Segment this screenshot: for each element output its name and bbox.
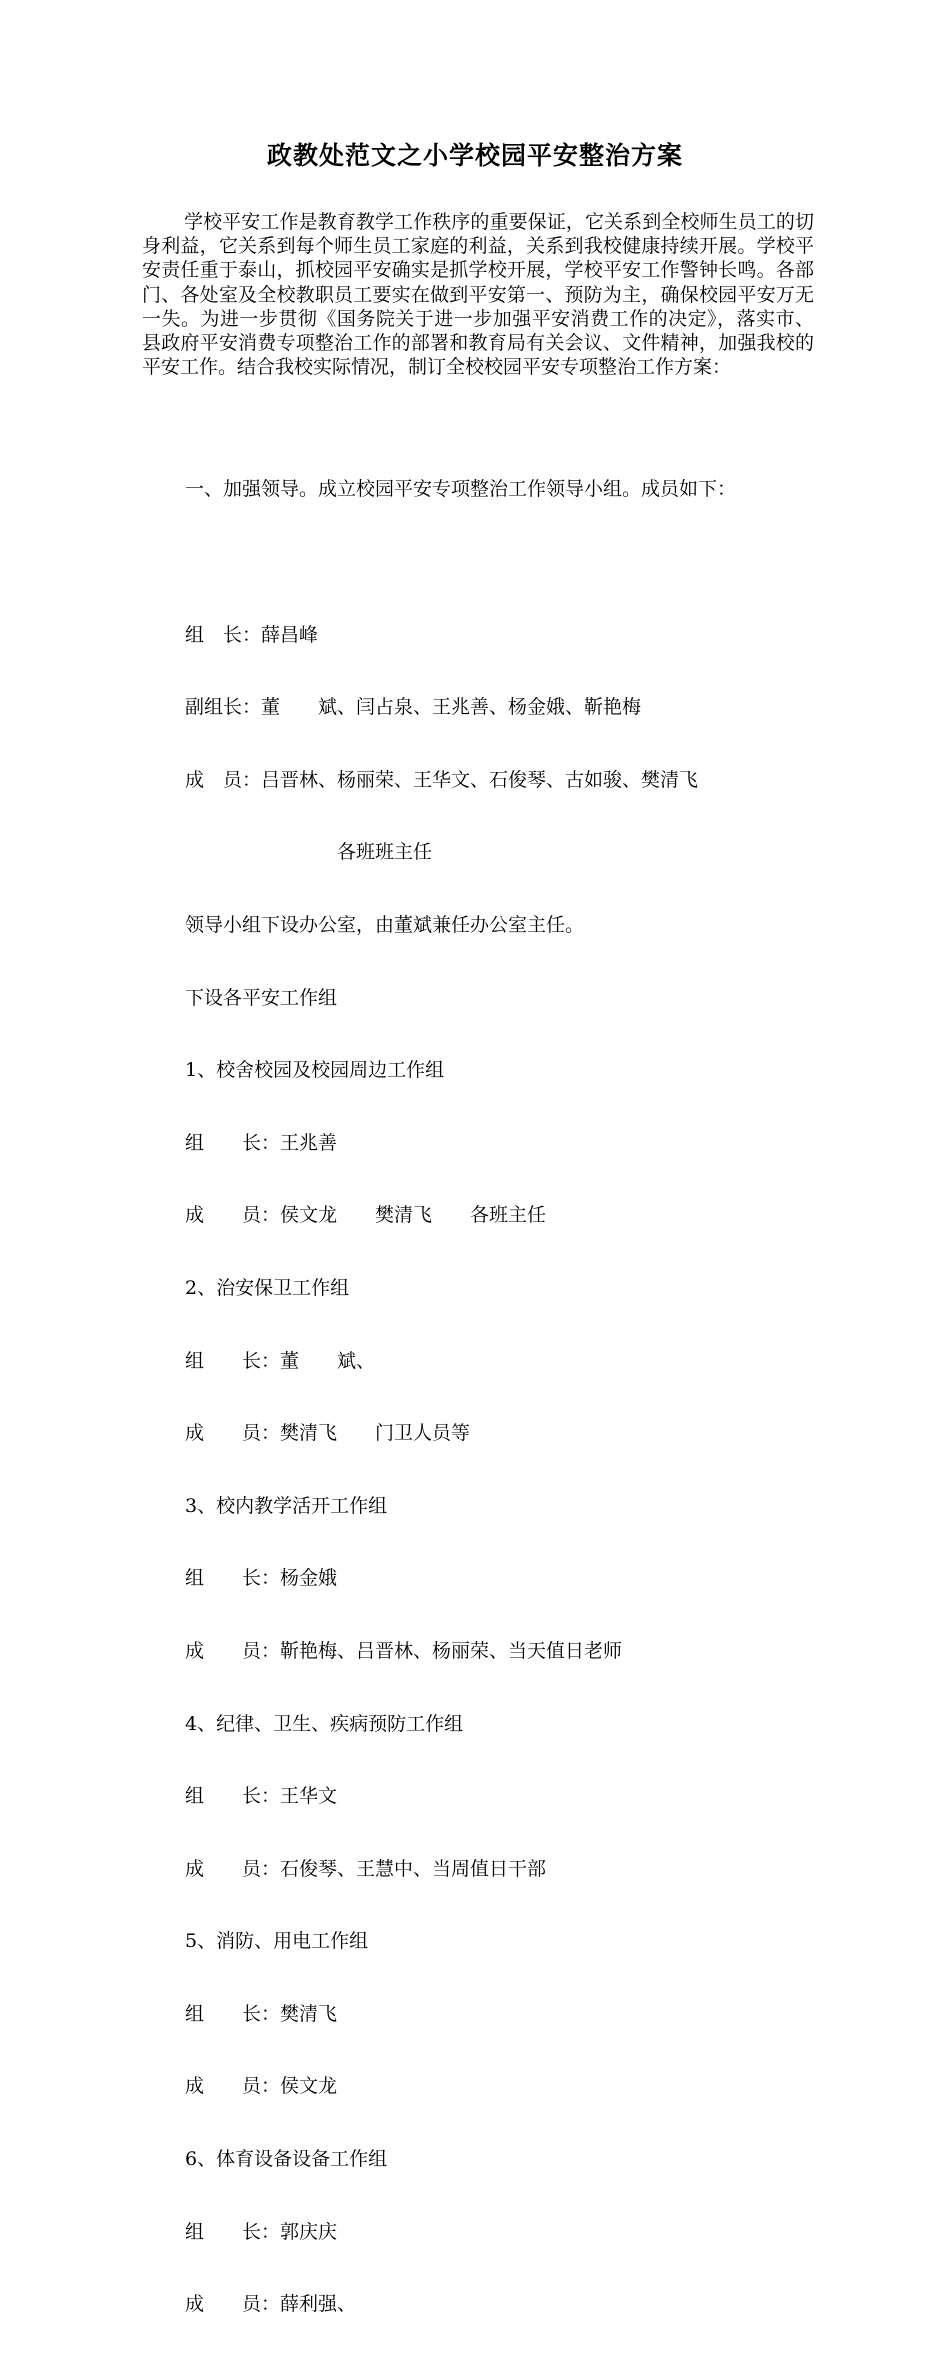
document-title: 政教处范文之小学校园平安整治方案 [266,141,683,170]
group-title: 4、纪律、卫生、疾病预防工作组 [185,1712,464,1735]
group-members-line: 成 员：石俊琴、王慧中、当周值日干部 [185,1857,547,1880]
group-leader-line: 组 长：王兆善 [185,1131,338,1154]
leader-line: 组 长：薛昌峰 [185,623,319,646]
intro-paragraph: 学校平安工作是教育教学工作秩序的重要保证，它关系到全校师生员工的切身利益，它关系到每个师生员工家庭的利益，关系到我校健康持续开展。学校平安责任重于泰山，抓校园平安确实是抓学校开展，学校平安工作警钟长鸣。各部门、各处室及全校教职员工要实在做到平安第一、预防为主，确保校园平安万无一失。为进一步贯彻《国务院关于进一步加强平安消费工作的决定》，落实市、县政府平安消费专项整治工作的部署和教育局有关会议、文件精神，加强我校的平安工作。结合我校实际情况，制订全校校园平安专项整治工作方案： [142,211,814,379]
group-members-line: 成 员：樊清飞 门卫人员等 [185,1422,471,1445]
intro-paragraph-block [142,210,814,379]
deputy-leader-line: 副组长：董 斌、闫占泉、王兆善、杨金娥、靳艳梅 [185,696,642,719]
blank-line [185,550,736,574]
office-line: 领导小组下设办公室，由董斌兼任办公室主任。 [185,913,585,936]
members-line: 成 员：吕晋林、杨丽荣、王华文、石俊琴、古如骏、樊清飞 [185,768,699,791]
organization-list [185,429,736,2365]
group-members-line: 成 员：靳艳梅、吕晋林、杨丽荣、当天值日老师 [185,1639,623,1662]
group-leader-line: 组 长：樊清飞 [185,2002,338,2025]
group-title: 1、校舍校园及校园周边工作组 [185,1059,445,1082]
group-members-line: 成 员：薛利强、 [185,2293,357,2316]
group-leader-line: 组 长：郭庆庆 [185,2220,338,2243]
group-title: 3、校内教学活开工作组 [185,1494,388,1517]
members-line-continued: 各班班主任 [337,841,433,864]
group-leader-line: 组 长：杨金娥 [185,1567,338,1590]
group-leader-line: 组 长：董 斌、 [185,1349,376,1372]
group-title: 6、体育设备设备工作组 [185,2148,388,2171]
group-title: 2、治安保卫工作组 [185,1276,350,1299]
group-leader-line: 组 长：王华文 [185,1785,338,1808]
groups-heading: 下设各平安工作组 [185,986,338,1009]
group-members-line: 成 员：侯文龙 樊清飞 各班主任 [185,1204,547,1227]
group-members-line: 成 员：侯文龙 [185,2075,338,2098]
group-title: 5、消防、用电工作组 [185,1930,369,1953]
section-heading: 一、加强领导。成立校园平安专项整治工作领导小组。成员如下： [185,478,737,501]
